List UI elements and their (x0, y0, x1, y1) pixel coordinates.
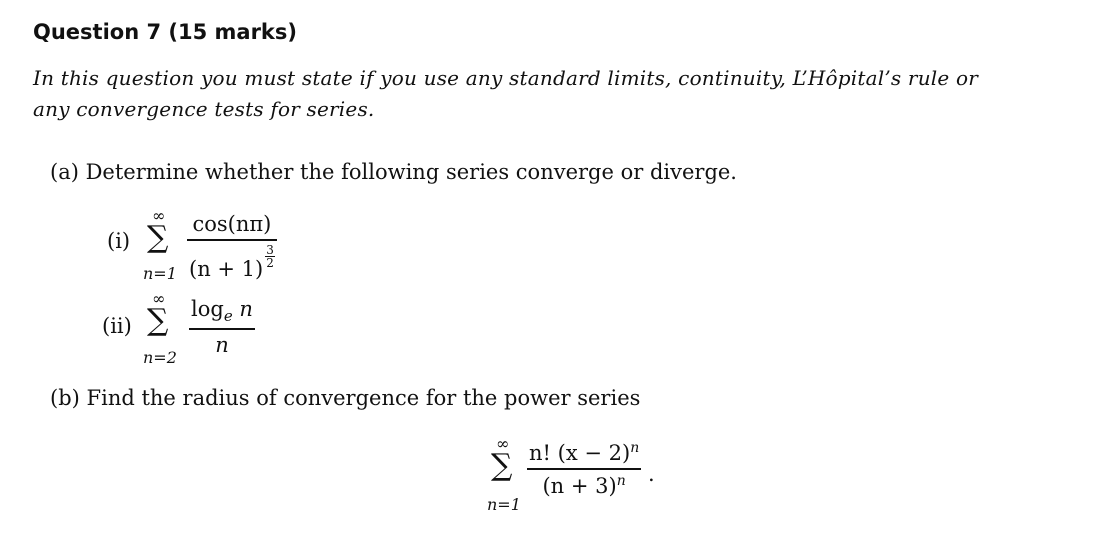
part-b-text: Find the radius of convergence for the power series (86, 386, 641, 410)
series-i-fraction (187, 212, 277, 281)
power-series-sum-upper: ∞ (496, 434, 510, 453)
series-i-exponent-num: 3 (266, 242, 274, 257)
series-ii-sigma: ∑ (147, 303, 169, 338)
instructions-line-2: any convergence tests for series. (33, 97, 375, 121)
power-series-denominator (527, 473, 641, 498)
part-a-heading (50, 160, 737, 184)
series-i-exponent (265, 244, 275, 269)
series-i-numerator: cos(nπ) (192, 212, 272, 236)
series-i-sum-lower: n=1 (143, 264, 177, 283)
question-title: Question 7 (15 marks) (33, 20, 297, 44)
power-series-period: . (648, 462, 655, 486)
part-a-text: Determine whether the following series converge or diverge. (85, 160, 737, 184)
series-i-denominator (187, 244, 277, 281)
series-ii-fraction (189, 297, 255, 357)
power-series-denominator-base: (n + 3) (542, 473, 617, 498)
part-a-label: (a) (50, 160, 79, 184)
power-series-denominator-power: n (616, 472, 626, 489)
part-b-label: (b) (50, 386, 80, 410)
series-i-exponent-den: 2 (266, 255, 274, 270)
series-i-sum-upper: ∞ (152, 206, 166, 225)
power-series-numerator-power: n (630, 440, 640, 456)
series-ii-sum-upper: ∞ (152, 289, 166, 308)
series-i-denominator-base: (n + 1) (189, 256, 264, 281)
series-ii-label: (ii) (102, 314, 132, 338)
series-ii-sum-lower: n=2 (143, 348, 177, 367)
series-ii-log: log (191, 297, 224, 321)
power-series-numerator-base: n! (x − 2) (529, 441, 631, 465)
series-ii-log-base: e (223, 307, 233, 326)
series-i-fraction-bar (187, 239, 277, 241)
power-series-fraction-bar (527, 468, 641, 470)
power-series-numerator (527, 440, 641, 465)
series-ii-denominator: n (215, 332, 229, 357)
series-ii-numerator (189, 297, 255, 325)
series-i-label: (i) (107, 229, 131, 253)
power-series-sum-lower: n=1 (487, 495, 521, 514)
instructions-line-1: In this question you must state if you use any standard limits, continuity, L’Hôpital’s rule or (33, 66, 978, 90)
power-series-fraction (527, 440, 641, 498)
part-b-heading (50, 386, 640, 410)
power-series-sigma: ∑ (491, 448, 513, 483)
series-i-sigma: ∑ (147, 220, 169, 255)
series-ii-log-arg: n (239, 297, 253, 321)
series-ii-fraction-bar (189, 328, 255, 330)
